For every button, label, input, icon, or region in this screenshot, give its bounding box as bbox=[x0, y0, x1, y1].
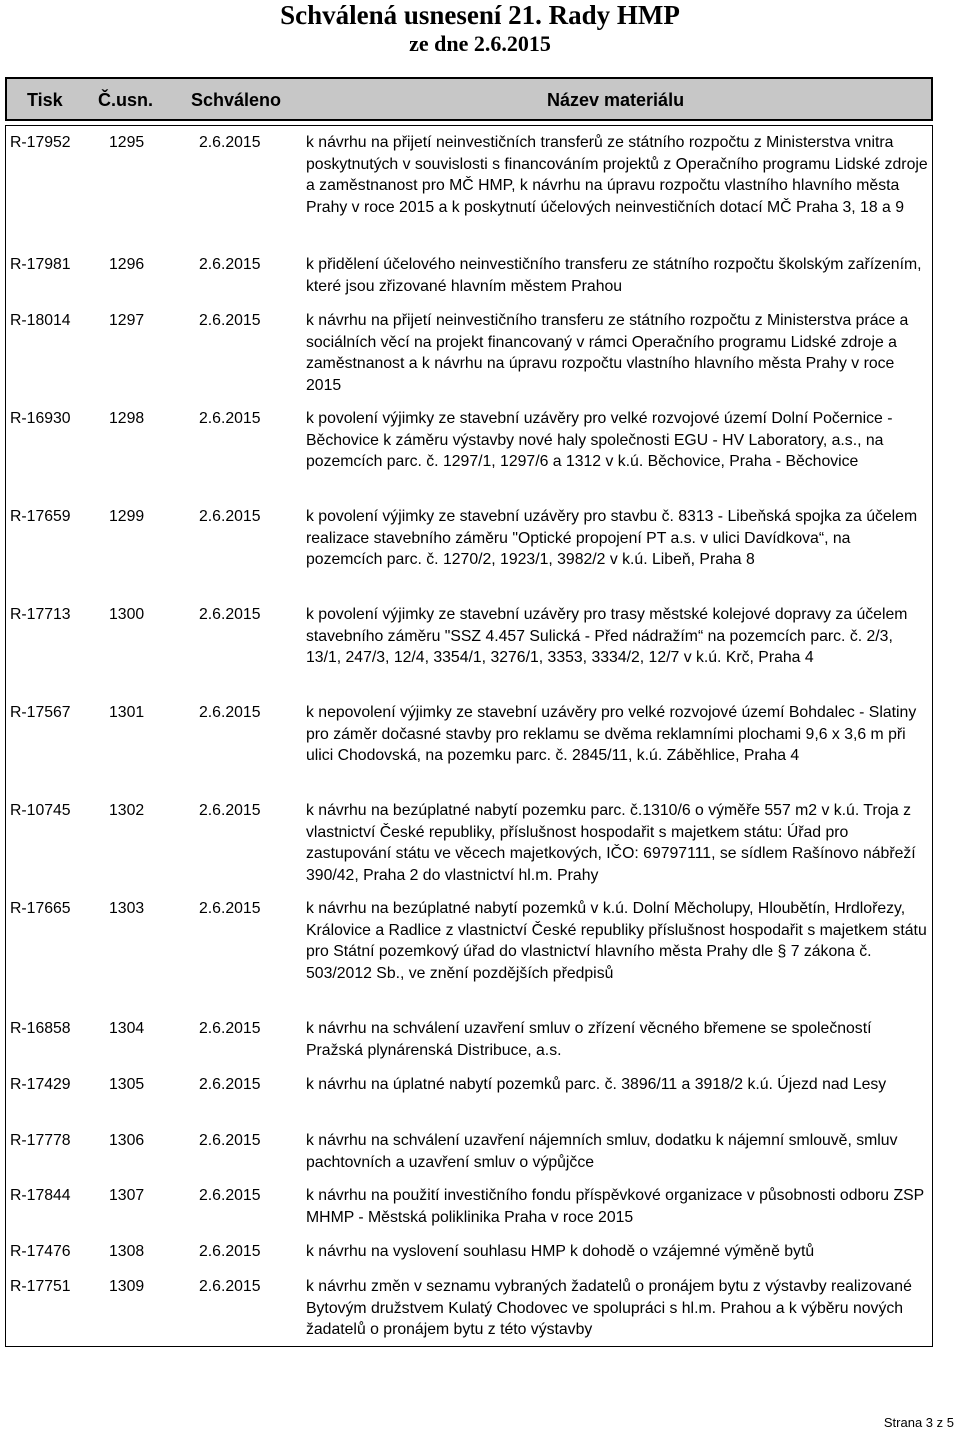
cell-tisk: R-17713 bbox=[10, 606, 71, 623]
cell-title: k návrhu na bezúplatné nabytí pozemku parc. č.1310/6 o výměře 557 m2 v k.ú. Troja z vlastnictví České republiky, příslušnost hospodařit s majetkem státu: Úřad pro zastupování státu ve věcech majetkových, IČO: 69797111, se sídlem Rašínovo nábřeží 390/42, Praha 2 do vlastnictví hl.m. Prahy bbox=[306, 802, 916, 884]
cell-cusn: 1300 bbox=[109, 606, 145, 623]
cell-date: 2.6.2015 bbox=[199, 900, 261, 917]
cell-cusn: 1296 bbox=[109, 256, 145, 273]
cell-date: 2.6.2015 bbox=[199, 312, 261, 329]
cell-title: k návrhu na přijetí neinvestičních transferů ze státního rozpočtu z Ministerstva vnitra poskytnutých v souvislosti s financováním projektů z Operačního programu Lidské zdroje a zaměstnanost pro MČ HMP, k návrhu na úpravu rozpočtu vlastního hlavního města Prahy v roce 2015 a k poskytnutí účelových neinvestičních dotací MČ Praha 3, 18 a 9 bbox=[306, 134, 928, 216]
table-header bbox=[5, 77, 933, 121]
cell-title: k návrhu na bezúplatné nabytí pozemků v k.ú. Dolní Měcholupy, Hloubětín, Hrdlořezy, Královice a Radlice z vlastnictví České republiky příslušnost hospodařit s majetkem státu pro Státní pozemkový úřad do vlastnictví hlavního města Prahy dle § 7 zákona č. 503/2012 Sb., ve znění pozdějších předpisů bbox=[306, 900, 927, 982]
cell-title: k návrhu na schválení uzavření nájemních smluv, dodatku k nájemní smlouvě, smluv pachtovních a uzavření smluv o výpůjčce bbox=[306, 1132, 898, 1171]
cell-date: 2.6.2015 bbox=[199, 606, 261, 623]
cell-cusn: 1304 bbox=[109, 1020, 145, 1037]
cell-cusn: 1297 bbox=[109, 312, 145, 329]
cell-title: k návrhu na schválení uzavření smluv o zřízení věcného břemene se společností Pražská plynárenská Distribuce, a.s. bbox=[306, 1020, 872, 1059]
cell-title: k návrhu na úplatné nabytí pozemků parc. č. 3896/11 a 3918/2 k.ú. Újezd nad Lesy bbox=[306, 1076, 887, 1093]
cell-title: k přidělení účelového neinvestičního transferu ze státního rozpočtu školským zařízením, které jsou zřizované hlavním městem Prahou bbox=[306, 256, 922, 295]
cell-cusn: 1305 bbox=[109, 1076, 145, 1093]
cell-cusn: 1299 bbox=[109, 508, 145, 525]
cell-tisk: R-17844 bbox=[10, 1187, 71, 1204]
cell-date: 2.6.2015 bbox=[199, 410, 261, 427]
cell-tisk: R-17778 bbox=[10, 1132, 71, 1149]
cell-cusn: 1295 bbox=[109, 134, 145, 151]
cell-tisk: R-17665 bbox=[10, 900, 71, 917]
document-title bbox=[0, 0, 960, 56]
cell-date: 2.6.2015 bbox=[199, 1132, 261, 1149]
cell-cusn: 1298 bbox=[109, 410, 145, 427]
cell-title: k návrhu na přijetí neinvestičního transferu ze státního rozpočtu z Ministerstva práce a sociálních věcí na projekt financovaný v rámci Operačního programu Lidské zdroje a zaměstnanost a k návrhu na úpravu rozpočtu vlastního hlavního města Prahy v roce 2015 bbox=[306, 312, 909, 394]
cell-date: 2.6.2015 bbox=[199, 704, 261, 721]
cell-date: 2.6.2015 bbox=[199, 1076, 261, 1093]
cell-title: k nepovolení výjimky ze stavební uzávěry pro velké rozvojové území Bohdalec - Slatiny pro záměr dočasné stavby pro reklamu se dvěma reklamními plochami 9,6 x 3,6 m při ulici Chodovská, na pozemku parc. č. 2845/11, k.ú. Záběhlice, Praha 4 bbox=[306, 704, 917, 764]
column-header-tisk: Tisk bbox=[27, 90, 63, 110]
cell-date: 2.6.2015 bbox=[199, 1278, 261, 1295]
cell-date: 2.6.2015 bbox=[199, 134, 261, 151]
cell-tisk: R-17751 bbox=[10, 1278, 71, 1295]
cell-tisk: R-17659 bbox=[10, 508, 71, 525]
cell-date: 2.6.2015 bbox=[199, 1243, 261, 1260]
cell-cusn: 1302 bbox=[109, 802, 145, 819]
cell-cusn: 1306 bbox=[109, 1132, 145, 1149]
cell-date: 2.6.2015 bbox=[199, 508, 261, 525]
cell-cusn: 1309 bbox=[109, 1278, 145, 1295]
cell-title: k návrhu na vyslovení souhlasu HMP k dohodě o vzájemné výměně bytů bbox=[306, 1243, 815, 1260]
cell-tisk: R-10745 bbox=[10, 802, 71, 819]
cell-cusn: 1303 bbox=[109, 900, 145, 917]
page-number: Strana 3 z 5 bbox=[883, 1415, 954, 1430]
column-header-cusn: Č.usn. bbox=[98, 90, 154, 110]
cell-date: 2.6.2015 bbox=[199, 802, 261, 819]
cell-title: k návrhu na použití investičního fondu příspěvkové organizace v působnosti odboru ZSP MHMP - Městská poliklinika Praha v roce 2015 bbox=[306, 1187, 924, 1226]
cell-title: k povolení výjimky ze stavební uzávěry pro stavbu č. 8313 - Libeňská spojka za účelem realizace stavebního záměru "Optické propojení PT a.s. v ulici Davídkova“, na pozemcích parc. č. 1270/2, 1923/1, 3982/2 v k.ú. Libeň, Praha 8 bbox=[306, 508, 918, 568]
cell-date: 2.6.2015 bbox=[199, 1020, 261, 1037]
cell-cusn: 1308 bbox=[109, 1243, 145, 1260]
cell-title: k povolení výjimky ze stavební uzávěry pro velké rozvojové území Dolní Počernice - Běchovice k záměru výstavby nové haly společnosti EGU - HV Laboratory, a.s., na pozemcích parc. č. 1297/1, 1297/6 a 1312 v k.ú. Běchovice, Praha - Běchovice bbox=[306, 410, 893, 470]
cell-title: k povolení výjimky ze stavební uzávěry pro trasy městské kolejové dopravy za účelem stavebního záměru "SSZ 4.457 Sulická - Před nádražím“ na pozemcích parc. č. 2/3, 13/1, 247/3, 12/4, 3354/1, 3276/1, 3353, 3334/2, 12/7 v k.ú. Krč, Praha 4 bbox=[306, 606, 908, 666]
cell-tisk: R-17567 bbox=[10, 704, 71, 721]
cell-tisk: R-17952 bbox=[10, 134, 71, 151]
cell-tisk: R-18014 bbox=[10, 312, 71, 329]
cell-tisk: R-17981 bbox=[10, 256, 71, 273]
cell-tisk: R-17429 bbox=[10, 1076, 71, 1093]
cell-date: 2.6.2015 bbox=[199, 256, 261, 273]
page-title: Schválená usnesení 21. Rady HMP bbox=[280, 0, 680, 30]
cell-tisk: R-16930 bbox=[10, 410, 71, 427]
column-header-nazev: Název materiálu bbox=[547, 90, 685, 110]
cell-cusn: 1307 bbox=[109, 1187, 145, 1204]
cell-cusn: 1301 bbox=[109, 704, 145, 721]
column-header-schvaleno: Schváleno bbox=[191, 90, 282, 110]
page-subtitle: ze dne 2.6.2015 bbox=[409, 31, 551, 56]
cell-tisk: R-16858 bbox=[10, 1020, 71, 1037]
cell-title: k návrhu změn v seznamu vybraných žadatelů o pronájem bytu z výstavby realizované Bytovým družstvem Kulatý Chodovec ve spolupráci s hl.m. Prahou a k výběru nových žadatelů o pronájem bytu z této výstavby bbox=[306, 1278, 912, 1338]
cell-tisk: R-17476 bbox=[10, 1243, 71, 1260]
cell-date: 2.6.2015 bbox=[199, 1187, 261, 1204]
